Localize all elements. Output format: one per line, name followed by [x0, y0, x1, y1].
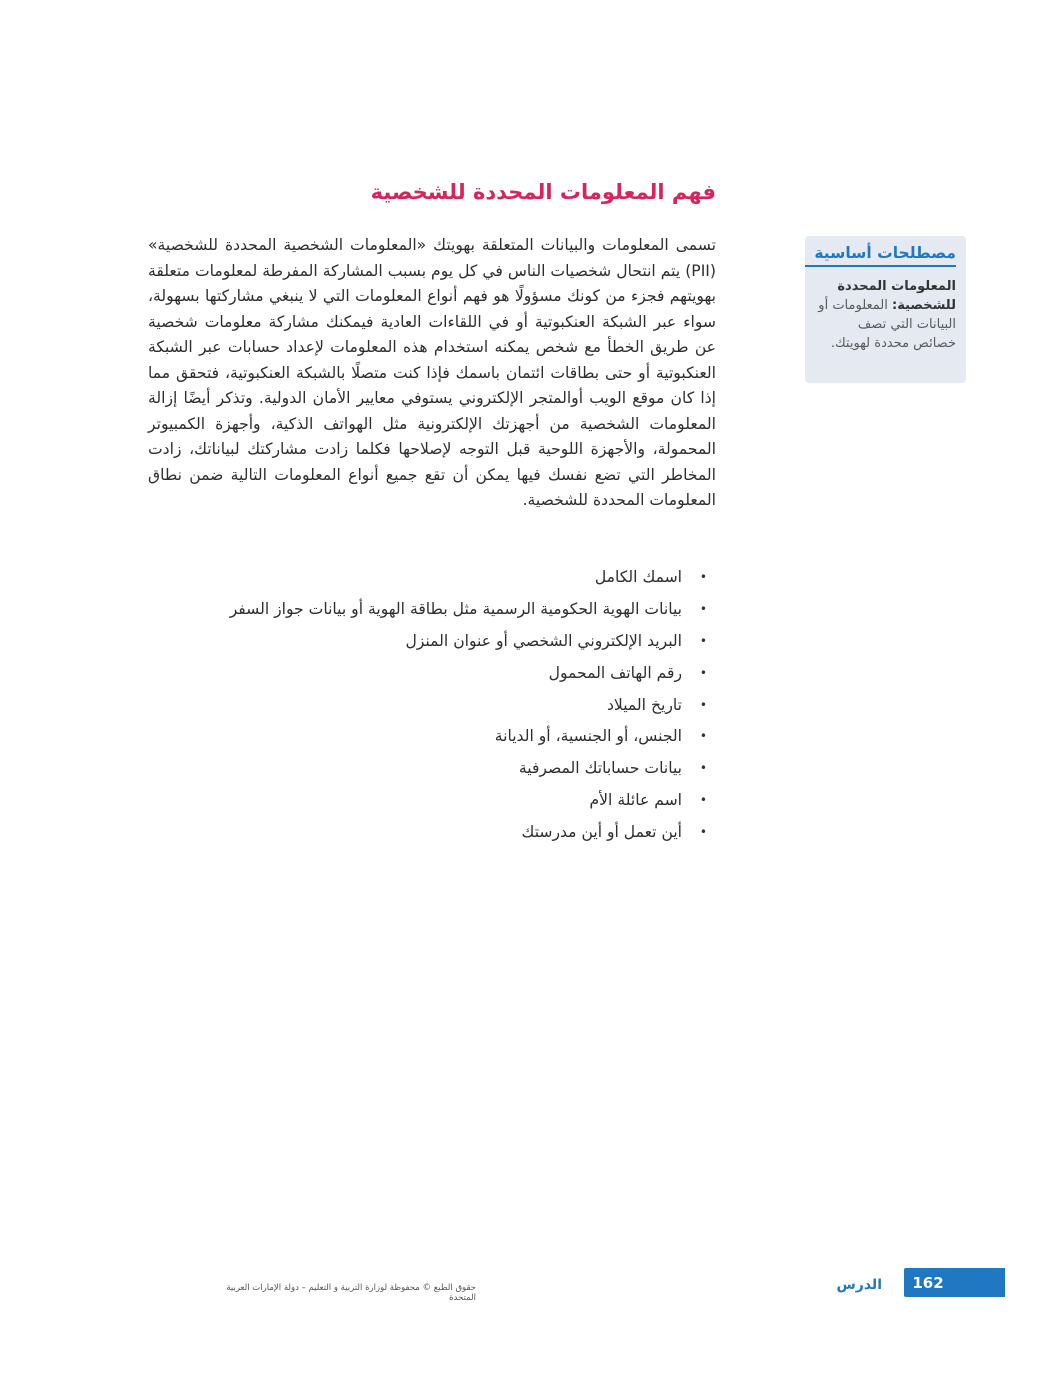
list-item — [148, 594, 716, 626]
list-item — [148, 658, 716, 690]
list-item-text: بيانات الهوية الحكومية الرسمية مثل بطاقة الهوية أو بيانات جواز السفر — [229, 599, 682, 618]
list-item — [148, 785, 716, 817]
pii-list — [148, 562, 716, 849]
copyright-notice: حقوق الطبع © محفوظة لوزارة التربية و التعليم – دولة الإمارات العربية المتحدة — [226, 1283, 476, 1303]
list-item — [148, 817, 716, 849]
body-paragraph: تسمى المعلومات والبيانات المتعلقة بهويتك «المعلومات الشخصية المحددة للشخصية» (PII) يتم انتحال شخصيات الناس في كل يوم بسبب المشاركة المفرطة لمعلومات متعلقة بهويتهم فجزء من كونك مسؤولًا هو فهم أنواع المعلومات التي لا ينبغي مشاركتها بسهولة، سواء عبر الشبكة العنكبوتية أو في اللقاءات العادية فيمكنك مشاركة معلومات شخصية عن طريق الخطأ مع شخص يمكنه استخدام هذه المعلومات لإعداد حسابات عبر الشبكة العنكبوتية أو حتى بطاقات ائتمان باسمك فإذا كنت متصلًا بالشبكة العنكبوتية، فتحقق مما إذا كان موقع الويب أوالمتجر الإلكتروني يستوفي معايير الأمان الدولية. وتذكر أيضًا إزالة المعلومات الشخصية من أجهزتك الإلكترونية مثل الهواتف الذكية، وأجهزة الكمبيوتر المحمولة، والأجهزة اللوحية قبل التوجه لإصلاحها فكلما زادت مشاركتك لبياناتك، زادت المخاطر التي تضع نفسك فيها يمكن أن تقع جميع أنواع المعلومات التالية ضمن نطاق المعلومات المحددة للشخصية. — [148, 236, 716, 509]
bullet-icon: • — [699, 761, 707, 776]
list-item-text: اسم عائلة الأم — [589, 791, 682, 810]
list-item-text: تاريخ الميلاد — [606, 695, 682, 714]
list-item — [148, 690, 716, 722]
lesson-label: الدرس — [836, 1277, 882, 1293]
key-terms-body — [805, 267, 966, 353]
bullet-icon: • — [699, 570, 707, 584]
list-item — [148, 753, 716, 785]
bullet-icon: • — [699, 665, 707, 680]
list-item — [148, 626, 716, 658]
key-terms-box — [805, 236, 966, 383]
list-item-text: اسمك الكامل — [594, 568, 682, 586]
bullet-icon: • — [699, 601, 707, 616]
glossary-definition: المعلومات أو البيانات التي تصف خصائص محددة لهويتك. — [818, 298, 956, 351]
bullet-icon: • — [699, 633, 707, 648]
list-item-text: البريد الإلكتروني الشخصي أو عنوان المنزل — [405, 631, 682, 650]
bullet-icon: • — [699, 825, 707, 840]
list-item-text: بيانات حساباتك المصرفية — [518, 759, 682, 778]
list-item-text: رقم الهاتف المحمول — [548, 663, 682, 682]
list-item — [148, 562, 716, 594]
glossary-term: المعلومات المحددة للشخصية: — [837, 279, 956, 313]
bullet-icon: • — [699, 729, 707, 744]
list-item-text: أين تعمل أو أين مدرستك — [521, 823, 682, 842]
section-heading: فهم المعلومات المحددة للشخصية — [370, 180, 716, 204]
bullet-icon: • — [699, 793, 707, 808]
list-item-text: الجنس، أو الجنسية، أو الديانة — [494, 727, 682, 746]
key-terms-title: مصطلحات أساسية — [805, 244, 956, 267]
bullet-icon: • — [699, 697, 707, 712]
page-number: 162 — [912, 1274, 944, 1292]
list-item — [148, 721, 716, 753]
